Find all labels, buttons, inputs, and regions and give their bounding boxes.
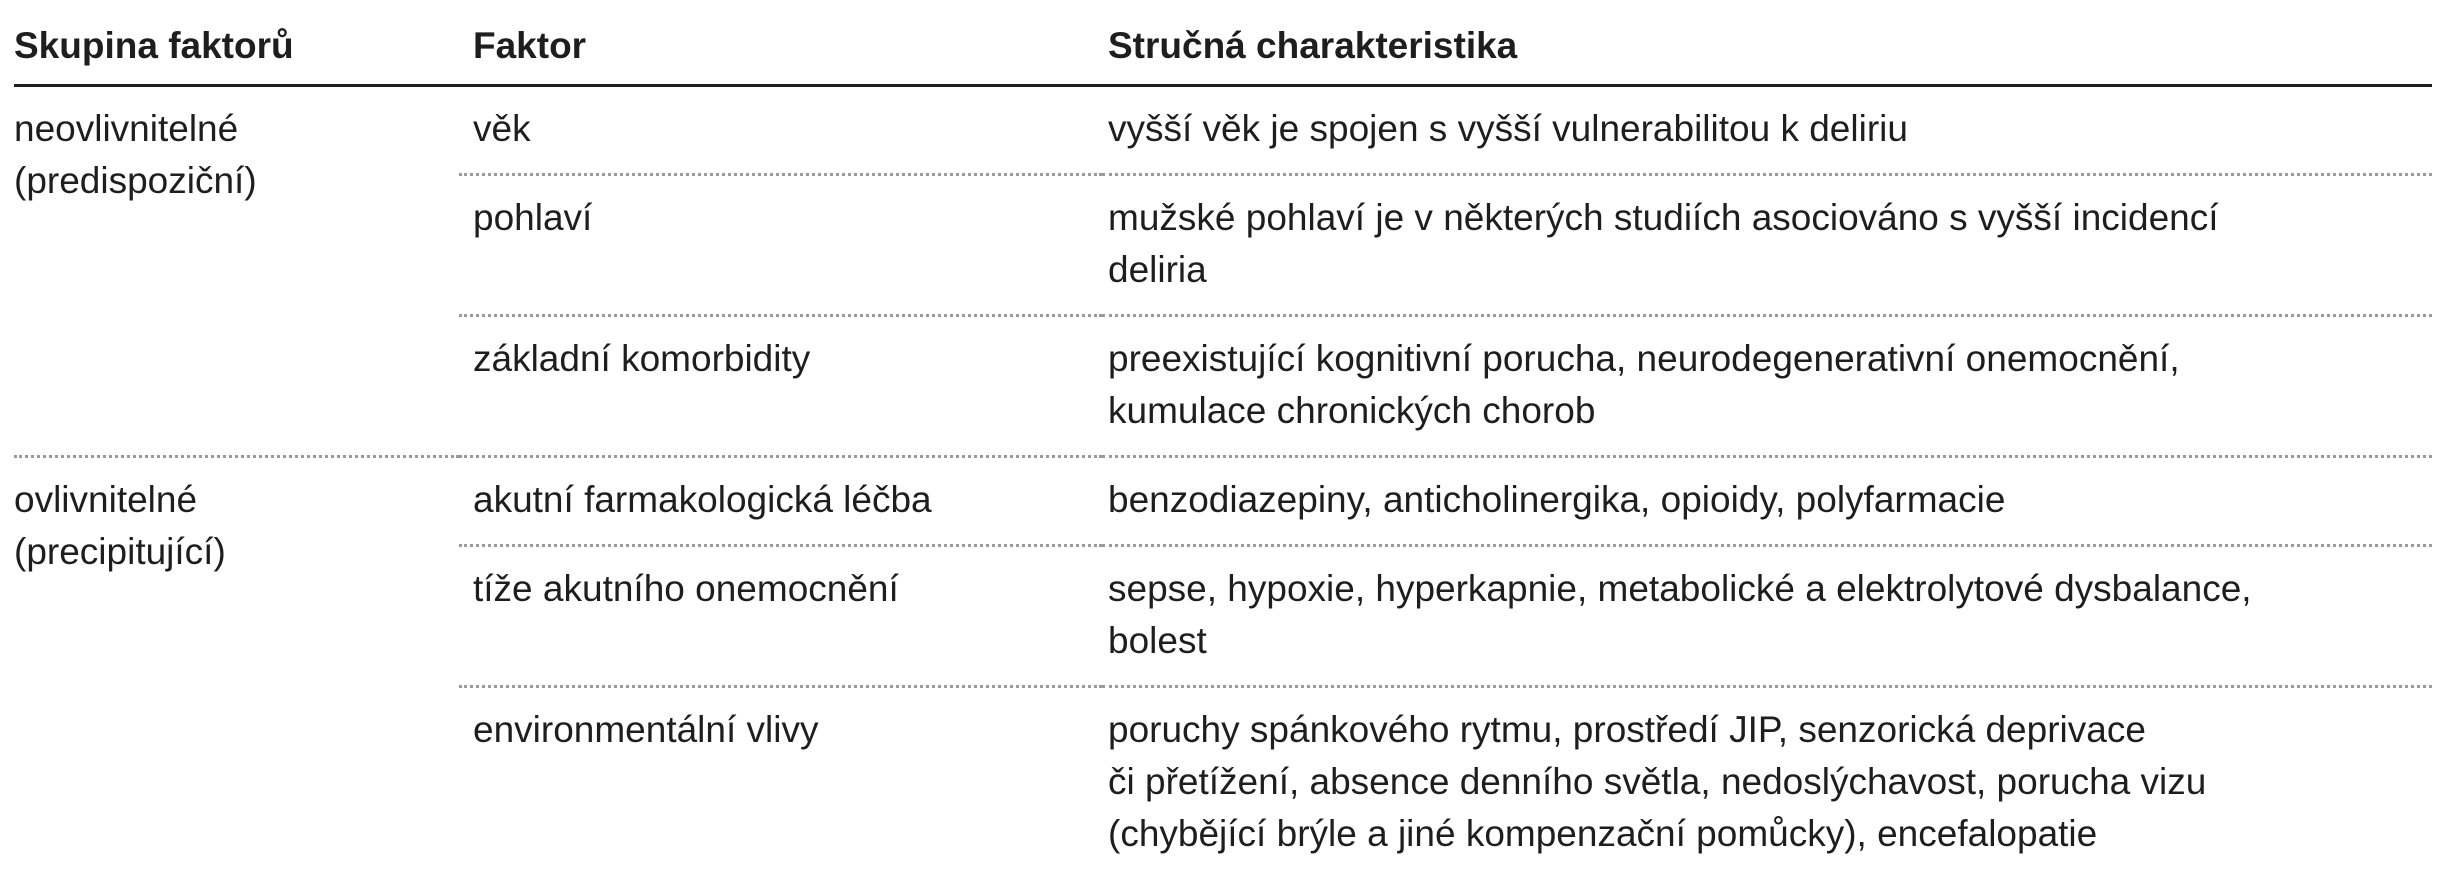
description-cell: poruchy spánkového rytmu, prostředí JIP, senzorická deprivace či přetížení, absence denního světla, nedoslýchavost, porucha vizu (chybějící brýle a jiné kompenzační pomůcky), encefalopatie: [1102, 687, 2432, 878]
factor-cell: věk: [459, 86, 1102, 175]
header-group: Skupina faktorů: [14, 0, 459, 86]
table-row: [14, 86, 2432, 175]
group-label: ovlivnitelné (precipitující): [14, 457, 459, 878]
description-cell: preexistující kognitivní porucha, neurodegenerativní onemocnění, kumulace chronických chorob: [1102, 316, 2432, 457]
factor-cell: environmentální vlivy: [459, 687, 1102, 878]
factor-cell: základní komorbidity: [459, 316, 1102, 457]
factor-cell: tíže akutního onemocnění: [459, 546, 1102, 687]
table-header: [14, 0, 2432, 86]
factor-cell: pohlaví: [459, 175, 1102, 316]
description-cell: vyšší věk je spojen s vyšší vulnerabilitou k deliriu: [1102, 86, 2432, 175]
risk-factors-table: [14, 0, 2432, 878]
group-label: neovlivnitelné (predispoziční): [14, 86, 459, 457]
description-cell: benzodiazepiny, anticholinergika, opioidy, polyfarmacie: [1102, 457, 2432, 546]
table-row: [14, 457, 2432, 546]
factor-cell: akutní farmakologická léčba: [459, 457, 1102, 546]
header-description: Stručná charakteristika: [1102, 0, 2432, 86]
table-body: [14, 86, 2432, 878]
description-cell: sepse, hypoxie, hyperkapnie, metabolické a elektrolytové dysbalance, bolest: [1102, 546, 2432, 687]
header-factor: Faktor: [459, 0, 1102, 86]
header-row: [14, 0, 2432, 86]
description-cell: mužské pohlaví je v některých studiích asociováno s vyšší incidencí deliria: [1102, 175, 2432, 316]
